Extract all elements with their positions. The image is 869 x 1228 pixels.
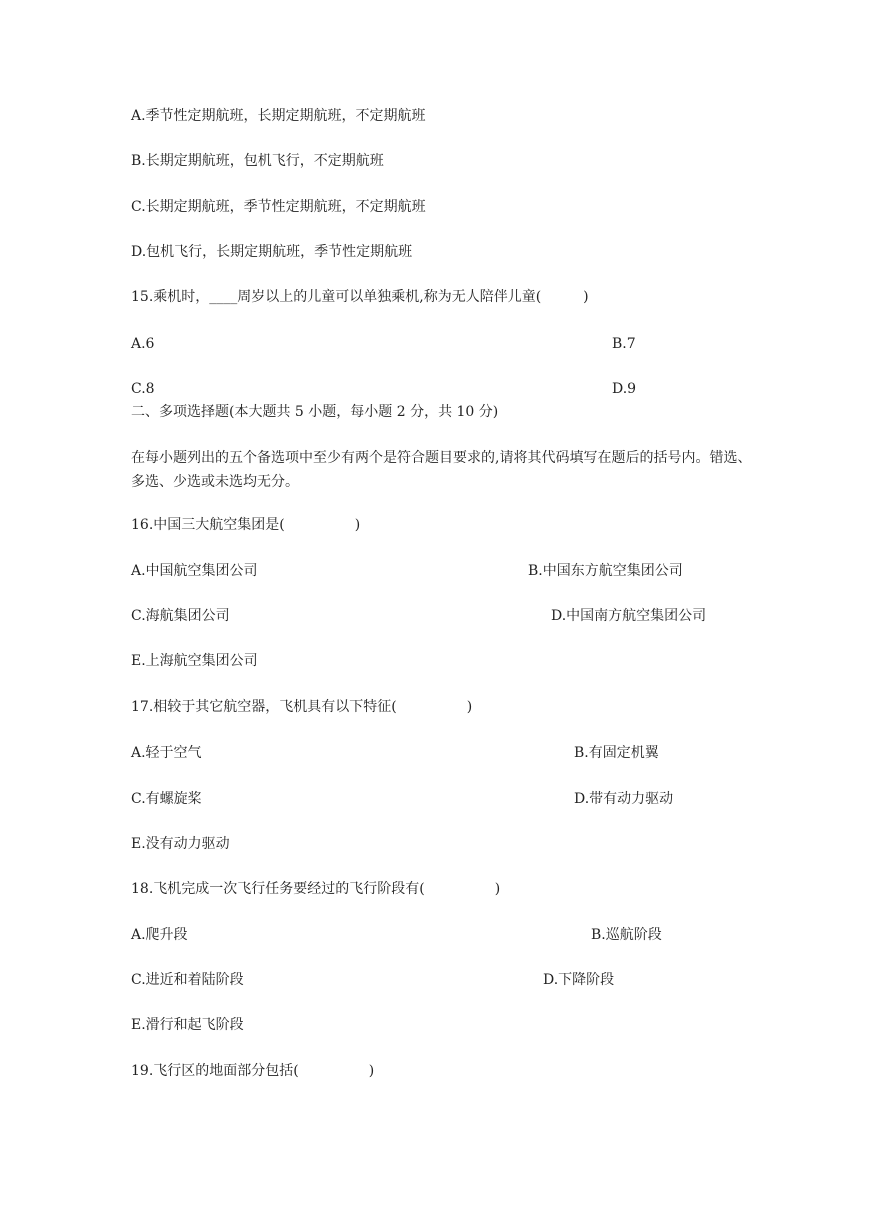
q17-stem: 17.相较于其它航空器，飞机具有以下特征( ): [131, 699, 473, 715]
q17-option-d: D.带有动力驱动: [574, 791, 674, 807]
q18-option-c: C.进近和着陆阶段: [131, 972, 244, 988]
q17-option-a: A.轻于空气: [131, 745, 202, 761]
q15-option-b: B.7: [612, 336, 636, 352]
q15-option-d: D.9: [612, 381, 637, 397]
q18-option-a: A.爬升段: [131, 927, 188, 943]
q14-option-b: B.长期定期航班，包机飞行，不定期航班: [131, 153, 384, 169]
q15-option-c: C.8: [131, 381, 155, 397]
q16-stem: 16.中国三大航空集团是( ): [131, 517, 361, 533]
q17-option-c: C.有螺旋桨: [131, 791, 202, 807]
section-instructions: 在每小题列出的五个备选项中至少有两个是符合题目要求的,请将其代码填写在题后的括号内。错选、多选、少选或未选均无分。: [131, 450, 752, 490]
q14-option-c: C.长期定期航班，季节性定期航班，不定期航班: [131, 199, 426, 215]
section-heading: 二、多项选择题(本大题共 5 小题，每小题 2 分，共 10 分): [131, 404, 499, 420]
q18-option-d: D.下降阶段: [543, 972, 615, 988]
q18-option-b: B.巡航阶段: [591, 927, 662, 943]
q16-option-b: B.中国东方航空集团公司: [528, 563, 683, 579]
q15-stem: 15.乘机时，____周岁以上的儿童可以单独乘机,称为无人陪伴儿童( ): [131, 289, 589, 305]
q19-stem: 19.飞行区的地面部分包括( ): [131, 1063, 375, 1079]
q17-option-b: B.有固定机翼: [574, 745, 659, 761]
q14-option-a: A.季节性定期航班，长期定期航班，不定期航班: [131, 108, 426, 124]
q18-stem: 18.飞机完成一次飞行任务要经过的飞行阶段有( ): [131, 881, 501, 897]
q15-option-a: A.6: [131, 336, 155, 352]
q18-option-e: E.滑行和起飞阶段: [131, 1017, 244, 1033]
q17-option-e: E.没有动力驱动: [131, 836, 230, 852]
q16-option-d: D.中国南方航空集团公司: [551, 608, 707, 624]
q16-option-c: C.海航集团公司: [131, 608, 230, 624]
q16-option-a: A.中国航空集团公司: [131, 563, 258, 579]
q16-option-e: E.上海航空集团公司: [131, 653, 258, 669]
q14-option-d: D.包机飞行，长期定期航班，季节性定期航班: [131, 244, 413, 260]
